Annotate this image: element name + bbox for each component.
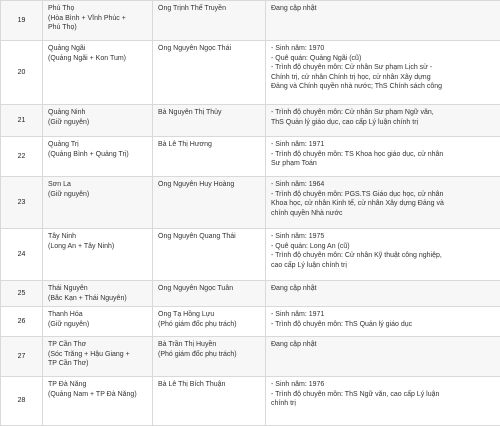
info-line: - Trình độ chuyên môn: Cử nhân Sư phạm Ngữ văn, — [271, 108, 496, 118]
province-note: (Quảng Nam + TP Đà Nẵng) — [48, 390, 148, 400]
table-row — [1, 307, 500, 337]
table-row — [1, 105, 500, 137]
info-line: - Trình độ chuyên môn: Cử nhân Sư phạm Lịch sử - — [271, 63, 496, 73]
province-name: Thái Nguyên — [48, 284, 148, 294]
person-name: Ông Nguyễn Huy Hoàng — [158, 180, 261, 190]
info-line: - Trình độ chuyên môn: ThS Ngữ văn, cao cấp Lý luận — [271, 390, 496, 400]
table-body — [1, 1, 500, 426]
info-line: - Quê quán: Quảng Ngãi (cũ) — [271, 54, 496, 64]
province-note: TP Cần Thơ) — [48, 359, 148, 369]
person-cell — [153, 1, 266, 41]
info-cell — [266, 281, 500, 307]
person-name: Ông Nguyễn Ngọc Tuân — [158, 284, 261, 294]
row-number: 27 — [1, 337, 43, 377]
person-name: Ông Nguyễn Ngọc Thái — [158, 44, 261, 54]
province-note: (Long An + Tây Ninh) — [48, 242, 148, 252]
row-number: 26 — [1, 307, 43, 337]
person-cell — [153, 377, 266, 426]
info-line: - Sinh năm: 1970 — [271, 44, 496, 54]
province-note: (Bắc Kạn + Thái Nguyên) — [48, 294, 148, 304]
province-cell — [43, 105, 153, 137]
table-row — [1, 1, 500, 41]
province-note: Phú Thọ) — [48, 23, 148, 33]
info-line: - Sinh năm: 1976 — [271, 380, 496, 390]
info-cell — [266, 41, 500, 105]
province-cell — [43, 177, 153, 229]
province-cell — [43, 229, 153, 281]
province-note: (Giữ nguyên) — [48, 118, 148, 128]
person-name: Ông Tạ Hồng Lựu — [158, 310, 261, 320]
province-cell — [43, 137, 153, 177]
person-name: Bà Trần Thị Huyền — [158, 340, 261, 350]
info-line: - Quê quán: Long An (cũ) — [271, 242, 496, 252]
row-number: 22 — [1, 137, 43, 177]
province-name: Quảng Trị — [48, 140, 148, 150]
province-name: Sơn La — [48, 180, 148, 190]
info-line: Đang cập nhật — [271, 284, 496, 294]
row-number: 19 — [1, 1, 43, 41]
info-line: - Sinh năm: 1964 — [271, 180, 496, 190]
province-note: (Giữ nguyên) — [48, 320, 148, 330]
info-line: - Trình độ chuyên môn: TS Khoa học giáo dục, cử nhân — [271, 150, 496, 160]
info-line: chính trị — [271, 399, 496, 409]
person-name: Ông Trịnh Thế Truyền — [158, 4, 261, 14]
person-cell — [153, 229, 266, 281]
info-line: Đang cập nhật — [271, 4, 496, 14]
person-name: Ông Nguyễn Quang Thái — [158, 232, 261, 242]
province-note: (Sóc Trăng + Hậu Giang + — [48, 350, 148, 360]
table-row — [1, 281, 500, 307]
province-name: TP Cần Thơ — [48, 340, 148, 350]
province-cell — [43, 1, 153, 41]
province-name: Tây Ninh — [48, 232, 148, 242]
row-number: 24 — [1, 229, 43, 281]
info-cell — [266, 337, 500, 377]
table-row — [1, 177, 500, 229]
info-line: - Sinh năm: 1971 — [271, 310, 496, 320]
province-note: (Quảng Ngãi + Kon Tum) — [48, 54, 148, 64]
info-line: ThS Quản lý giáo dục, cao cấp Lý luận chính trị — [271, 118, 496, 128]
province-cell — [43, 307, 153, 337]
row-number: 21 — [1, 105, 43, 137]
table-row — [1, 337, 500, 377]
province-cell — [43, 41, 153, 105]
info-cell — [266, 177, 500, 229]
person-cell — [153, 337, 266, 377]
info-cell — [266, 137, 500, 177]
info-cell — [266, 307, 500, 337]
info-line: - Trình độ chuyên môn: PGS.TS Giáo dục học, cử nhân — [271, 190, 496, 200]
province-cell — [43, 337, 153, 377]
info-cell — [266, 105, 500, 137]
info-line: Đảng và Chính quyền nhà nước; ThS Chính sách công — [271, 82, 496, 92]
table-row — [1, 137, 500, 177]
province-note: (Quảng Bình + Quảng Trị) — [48, 150, 148, 160]
person-name: Bà Lê Thị Hương — [158, 140, 261, 150]
info-line: Chính trị, cử nhân Chính trị học, cử nhân Xây dựng — [271, 73, 496, 83]
person-role: (Phó giám đốc phụ trách) — [158, 320, 261, 330]
info-cell — [266, 229, 500, 281]
info-cell — [266, 377, 500, 426]
table-row — [1, 377, 500, 426]
province-name: Quảng Ninh — [48, 108, 148, 118]
row-number: 20 — [1, 41, 43, 105]
province-note: (Hòa Bình + Vĩnh Phúc + — [48, 14, 148, 24]
info-line: Khoa học, cử nhân Kinh tế, cử nhân Xây dựng Đảng và — [271, 199, 496, 209]
row-number: 23 — [1, 177, 43, 229]
table-row — [1, 41, 500, 105]
info-line: - Sinh năm: 1975 — [271, 232, 496, 242]
info-line: chính quyền Nhà nước — [271, 209, 496, 219]
person-name: Bà Lê Thị Bích Thuận — [158, 380, 261, 390]
person-cell — [153, 177, 266, 229]
person-cell — [153, 137, 266, 177]
province-name: Phú Thọ — [48, 4, 148, 14]
province-cell — [43, 281, 153, 307]
province-note: (Giữ nguyên) — [48, 190, 148, 200]
row-number: 28 — [1, 377, 43, 426]
person-cell — [153, 41, 266, 105]
table-row — [1, 229, 500, 281]
info-line: - Sinh năm: 1971 — [271, 140, 496, 150]
info-line: cao cấp Lý luận chính trị — [271, 261, 496, 271]
province-name: TP Đà Nẵng — [48, 380, 148, 390]
info-line: Đang cập nhật — [271, 340, 496, 350]
info-line: - Trình độ chuyên môn: Cử nhân Kỹ thuật công nghiệp, — [271, 251, 496, 261]
info-line: Sư phạm Toán — [271, 159, 496, 169]
info-cell — [266, 1, 500, 41]
person-cell — [153, 307, 266, 337]
province-name: Thanh Hóa — [48, 310, 148, 320]
info-line: - Trình độ chuyên môn: ThS Quản lý giáo dục — [271, 320, 496, 330]
province-cell — [43, 377, 153, 426]
province-name: Quảng Ngãi — [48, 44, 148, 54]
person-cell — [153, 105, 266, 137]
person-cell — [153, 281, 266, 307]
person-role: (Phó giám đốc phụ trách) — [158, 350, 261, 360]
person-name: Bà Nguyễn Thị Thủy — [158, 108, 261, 118]
row-number: 25 — [1, 281, 43, 307]
